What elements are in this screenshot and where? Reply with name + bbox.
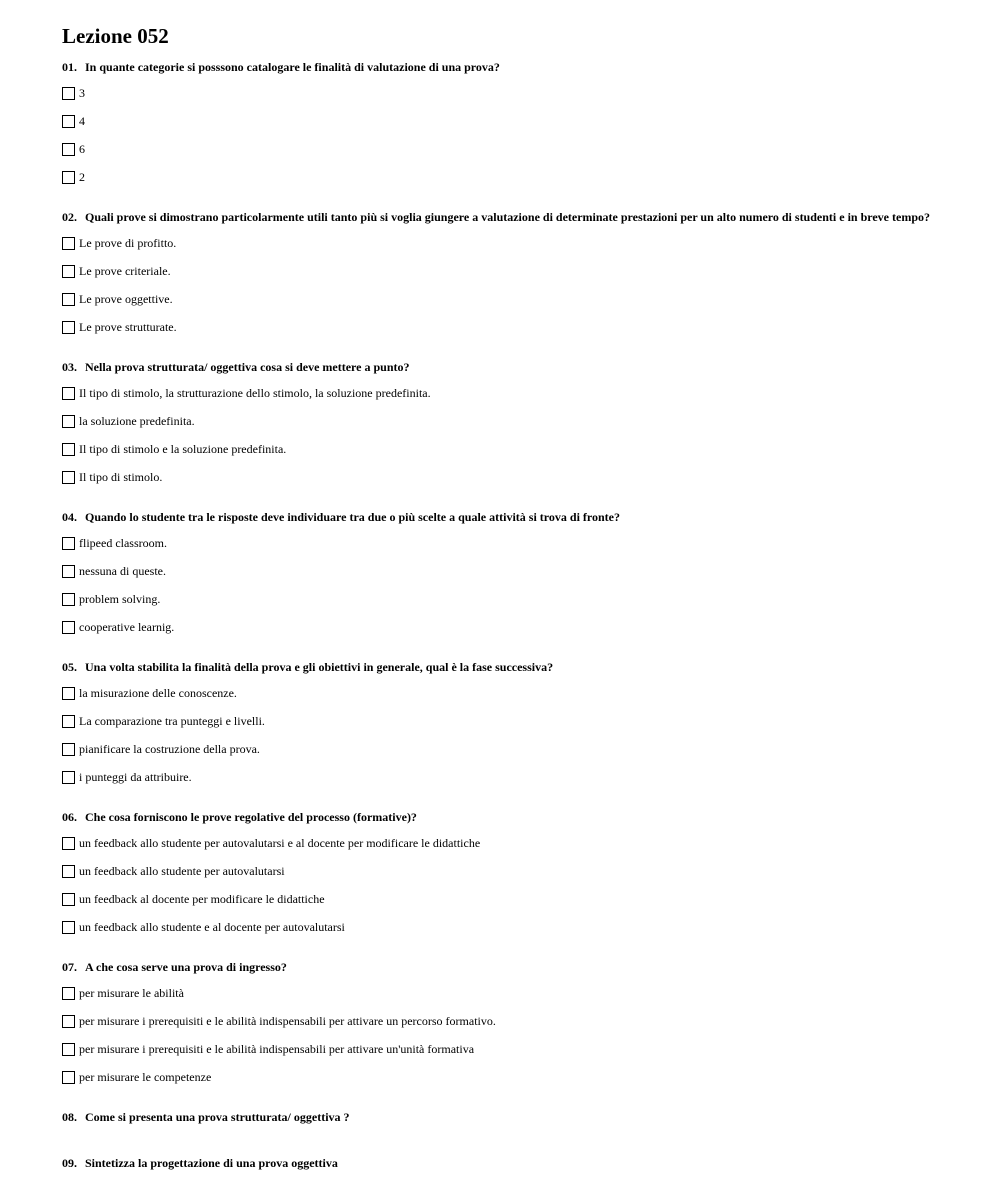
question-number: 09. bbox=[62, 1156, 77, 1170]
question-text: Come si presenta una prova strutturata/ oggettiva ? bbox=[85, 1110, 350, 1124]
answer-option[interactable] bbox=[62, 679, 942, 707]
question-heading bbox=[62, 810, 942, 825]
question-5 bbox=[62, 660, 942, 791]
answer-option[interactable] bbox=[62, 913, 942, 941]
answer-option[interactable] bbox=[62, 529, 942, 557]
answer-option[interactable] bbox=[62, 229, 942, 257]
answer-label: Le prove oggettive. bbox=[79, 291, 173, 306]
checkbox-icon[interactable] bbox=[62, 293, 75, 306]
answer-label: la misurazione delle conoscenze. bbox=[79, 685, 237, 700]
answer-option[interactable] bbox=[62, 885, 942, 913]
question-text: Che cosa forniscono le prove regolative del processo (formative)? bbox=[85, 810, 417, 824]
checkbox-icon[interactable] bbox=[62, 1043, 75, 1056]
checkbox-icon[interactable] bbox=[62, 865, 75, 878]
answer-option[interactable] bbox=[62, 463, 942, 491]
answer-label: un feedback al docente per modificare le didattiche bbox=[79, 891, 325, 906]
question-text: Una volta stabilita la finalità della prova e gli obiettivi in generale, qual è la fase successiva? bbox=[85, 660, 554, 674]
answer-label: per misurare le competenze bbox=[79, 1069, 212, 1084]
question-number: 06. bbox=[62, 810, 77, 824]
answer-option[interactable] bbox=[62, 763, 942, 791]
question-number: 07. bbox=[62, 960, 77, 974]
question-heading bbox=[62, 660, 942, 675]
answer-option[interactable] bbox=[62, 379, 942, 407]
answer-label: un feedback allo studente e al docente per autovalutarsi bbox=[79, 919, 345, 934]
question-6 bbox=[62, 810, 942, 941]
checkbox-icon[interactable] bbox=[62, 415, 75, 428]
question-number: 01. bbox=[62, 60, 77, 74]
answer-option[interactable] bbox=[62, 435, 942, 463]
checkbox-icon[interactable] bbox=[62, 143, 75, 156]
answer-option[interactable] bbox=[62, 135, 942, 163]
checkbox-icon[interactable] bbox=[62, 171, 75, 184]
checkbox-icon[interactable] bbox=[62, 621, 75, 634]
question-9 bbox=[62, 1156, 942, 1171]
answer-label: 4 bbox=[79, 113, 85, 128]
answer-options bbox=[62, 379, 942, 491]
answer-option[interactable] bbox=[62, 1035, 942, 1063]
checkbox-icon[interactable] bbox=[62, 321, 75, 334]
answer-label: per misurare le abilità bbox=[79, 985, 184, 1000]
answer-label: per misurare i prerequisiti e le abilità indispensabili per attivare un percorso formativo. bbox=[79, 1013, 496, 1028]
answer-option[interactable] bbox=[62, 1063, 942, 1091]
answer-label: 3 bbox=[79, 85, 85, 100]
answer-label: cooperative learnig. bbox=[79, 619, 175, 634]
checkbox-icon[interactable] bbox=[62, 471, 75, 484]
answer-label: pianificare la costruzione della prova. bbox=[79, 741, 260, 756]
answer-label: la soluzione predefinita. bbox=[79, 413, 195, 428]
question-1 bbox=[62, 60, 942, 191]
checkbox-icon[interactable] bbox=[62, 1015, 75, 1028]
answer-label: Le prove strutturate. bbox=[79, 319, 177, 334]
answer-option[interactable] bbox=[62, 979, 942, 1007]
checkbox-icon[interactable] bbox=[62, 987, 75, 1000]
checkbox-icon[interactable] bbox=[62, 237, 75, 250]
answer-option[interactable] bbox=[62, 79, 942, 107]
question-heading bbox=[62, 960, 942, 975]
answer-label: La comparazione tra punteggi e livelli. bbox=[79, 713, 265, 728]
checkbox-icon[interactable] bbox=[62, 87, 75, 100]
answer-option[interactable] bbox=[62, 613, 942, 641]
answer-label: i punteggi da attribuire. bbox=[79, 769, 192, 784]
answer-option[interactable] bbox=[62, 557, 942, 585]
question-text: In quante categorie si posssono catalogare le finalità di valutazione di una prova? bbox=[85, 60, 500, 74]
answer-label: un feedback allo studente per autovalutarsi bbox=[79, 863, 285, 878]
answer-label: 2 bbox=[79, 169, 85, 184]
answer-options bbox=[62, 79, 942, 191]
checkbox-icon[interactable] bbox=[62, 1071, 75, 1084]
checkbox-icon[interactable] bbox=[62, 565, 75, 578]
question-heading bbox=[62, 1156, 942, 1171]
checkbox-icon[interactable] bbox=[62, 387, 75, 400]
question-number: 04. bbox=[62, 510, 77, 524]
answer-option[interactable] bbox=[62, 257, 942, 285]
question-2 bbox=[62, 210, 942, 341]
checkbox-icon[interactable] bbox=[62, 715, 75, 728]
answer-options bbox=[62, 529, 942, 641]
checkbox-icon[interactable] bbox=[62, 893, 75, 906]
document-page bbox=[62, 22, 942, 1171]
answer-option[interactable] bbox=[62, 107, 942, 135]
answer-options bbox=[62, 979, 942, 1091]
answer-label: flipeed classroom. bbox=[79, 535, 167, 550]
question-8 bbox=[62, 1110, 942, 1125]
answer-options bbox=[62, 229, 942, 341]
question-text: Quali prove si dimostrano particolarmente utili tanto più si voglia giungere a valutazione di determinate prestazioni per un alto numero di studenti e in breve tempo? bbox=[85, 210, 930, 224]
checkbox-icon[interactable] bbox=[62, 443, 75, 456]
answer-label: Il tipo di stimolo, la strutturazione dello stimolo, la soluzione predefinita. bbox=[79, 385, 431, 400]
question-text: Sintetizza la progettazione di una prova oggettiva bbox=[85, 1156, 338, 1170]
answer-option[interactable] bbox=[62, 1007, 942, 1035]
answer-option[interactable] bbox=[62, 163, 942, 191]
answer-option[interactable] bbox=[62, 313, 942, 341]
checkbox-icon[interactable] bbox=[62, 537, 75, 550]
question-list bbox=[62, 60, 942, 1171]
checkbox-icon[interactable] bbox=[62, 837, 75, 850]
answer-option[interactable] bbox=[62, 707, 942, 735]
answer-label: 6 bbox=[79, 141, 85, 156]
answer-option[interactable] bbox=[62, 407, 942, 435]
answer-option[interactable] bbox=[62, 735, 942, 763]
answer-label: Il tipo di stimolo e la soluzione predefinita. bbox=[79, 441, 287, 456]
answer-option[interactable] bbox=[62, 829, 942, 857]
question-7 bbox=[62, 960, 942, 1091]
answer-label: Le prove criteriale. bbox=[79, 263, 171, 278]
question-heading bbox=[62, 510, 942, 525]
question-heading bbox=[62, 60, 942, 75]
question-number: 03. bbox=[62, 360, 77, 374]
question-number: 08. bbox=[62, 1110, 77, 1124]
checkbox-icon[interactable] bbox=[62, 687, 75, 700]
checkbox-icon[interactable] bbox=[62, 771, 75, 784]
question-text: Nella prova strutturata/ oggettiva cosa si deve mettere a punto? bbox=[85, 360, 410, 374]
question-heading bbox=[62, 210, 942, 225]
question-4 bbox=[62, 510, 942, 641]
answer-options bbox=[62, 829, 942, 941]
answer-option[interactable] bbox=[62, 585, 942, 613]
checkbox-icon[interactable] bbox=[62, 593, 75, 606]
answer-label: nessuna di queste. bbox=[79, 563, 166, 578]
answer-option[interactable] bbox=[62, 285, 942, 313]
checkbox-icon[interactable] bbox=[62, 921, 75, 934]
lesson-title: Lezione 052 bbox=[62, 24, 169, 48]
question-3 bbox=[62, 360, 942, 491]
answer-label: un feedback allo studente per autovalutarsi e al docente per modificare le didattiche bbox=[79, 835, 481, 850]
answer-label: Il tipo di stimolo. bbox=[79, 469, 163, 484]
question-text: A che cosa serve una prova di ingresso? bbox=[85, 960, 287, 974]
answer-options bbox=[62, 679, 942, 791]
checkbox-icon[interactable] bbox=[62, 743, 75, 756]
checkbox-icon[interactable] bbox=[62, 265, 75, 278]
question-text: Quando lo studente tra le risposte deve individuare tra due o più scelte a quale attività si trova di fronte? bbox=[85, 510, 621, 524]
answer-label: problem solving. bbox=[79, 591, 161, 606]
answer-label: per misurare i prerequisiti e le abilità indispensabili per attivare un'unità formativa bbox=[79, 1041, 475, 1056]
checkbox-icon[interactable] bbox=[62, 115, 75, 128]
answer-option[interactable] bbox=[62, 857, 942, 885]
question-number: 05. bbox=[62, 660, 77, 674]
answer-label: Le prove di profitto. bbox=[79, 235, 177, 250]
question-number: 02. bbox=[62, 210, 77, 224]
question-heading bbox=[62, 360, 942, 375]
question-heading bbox=[62, 1110, 942, 1125]
